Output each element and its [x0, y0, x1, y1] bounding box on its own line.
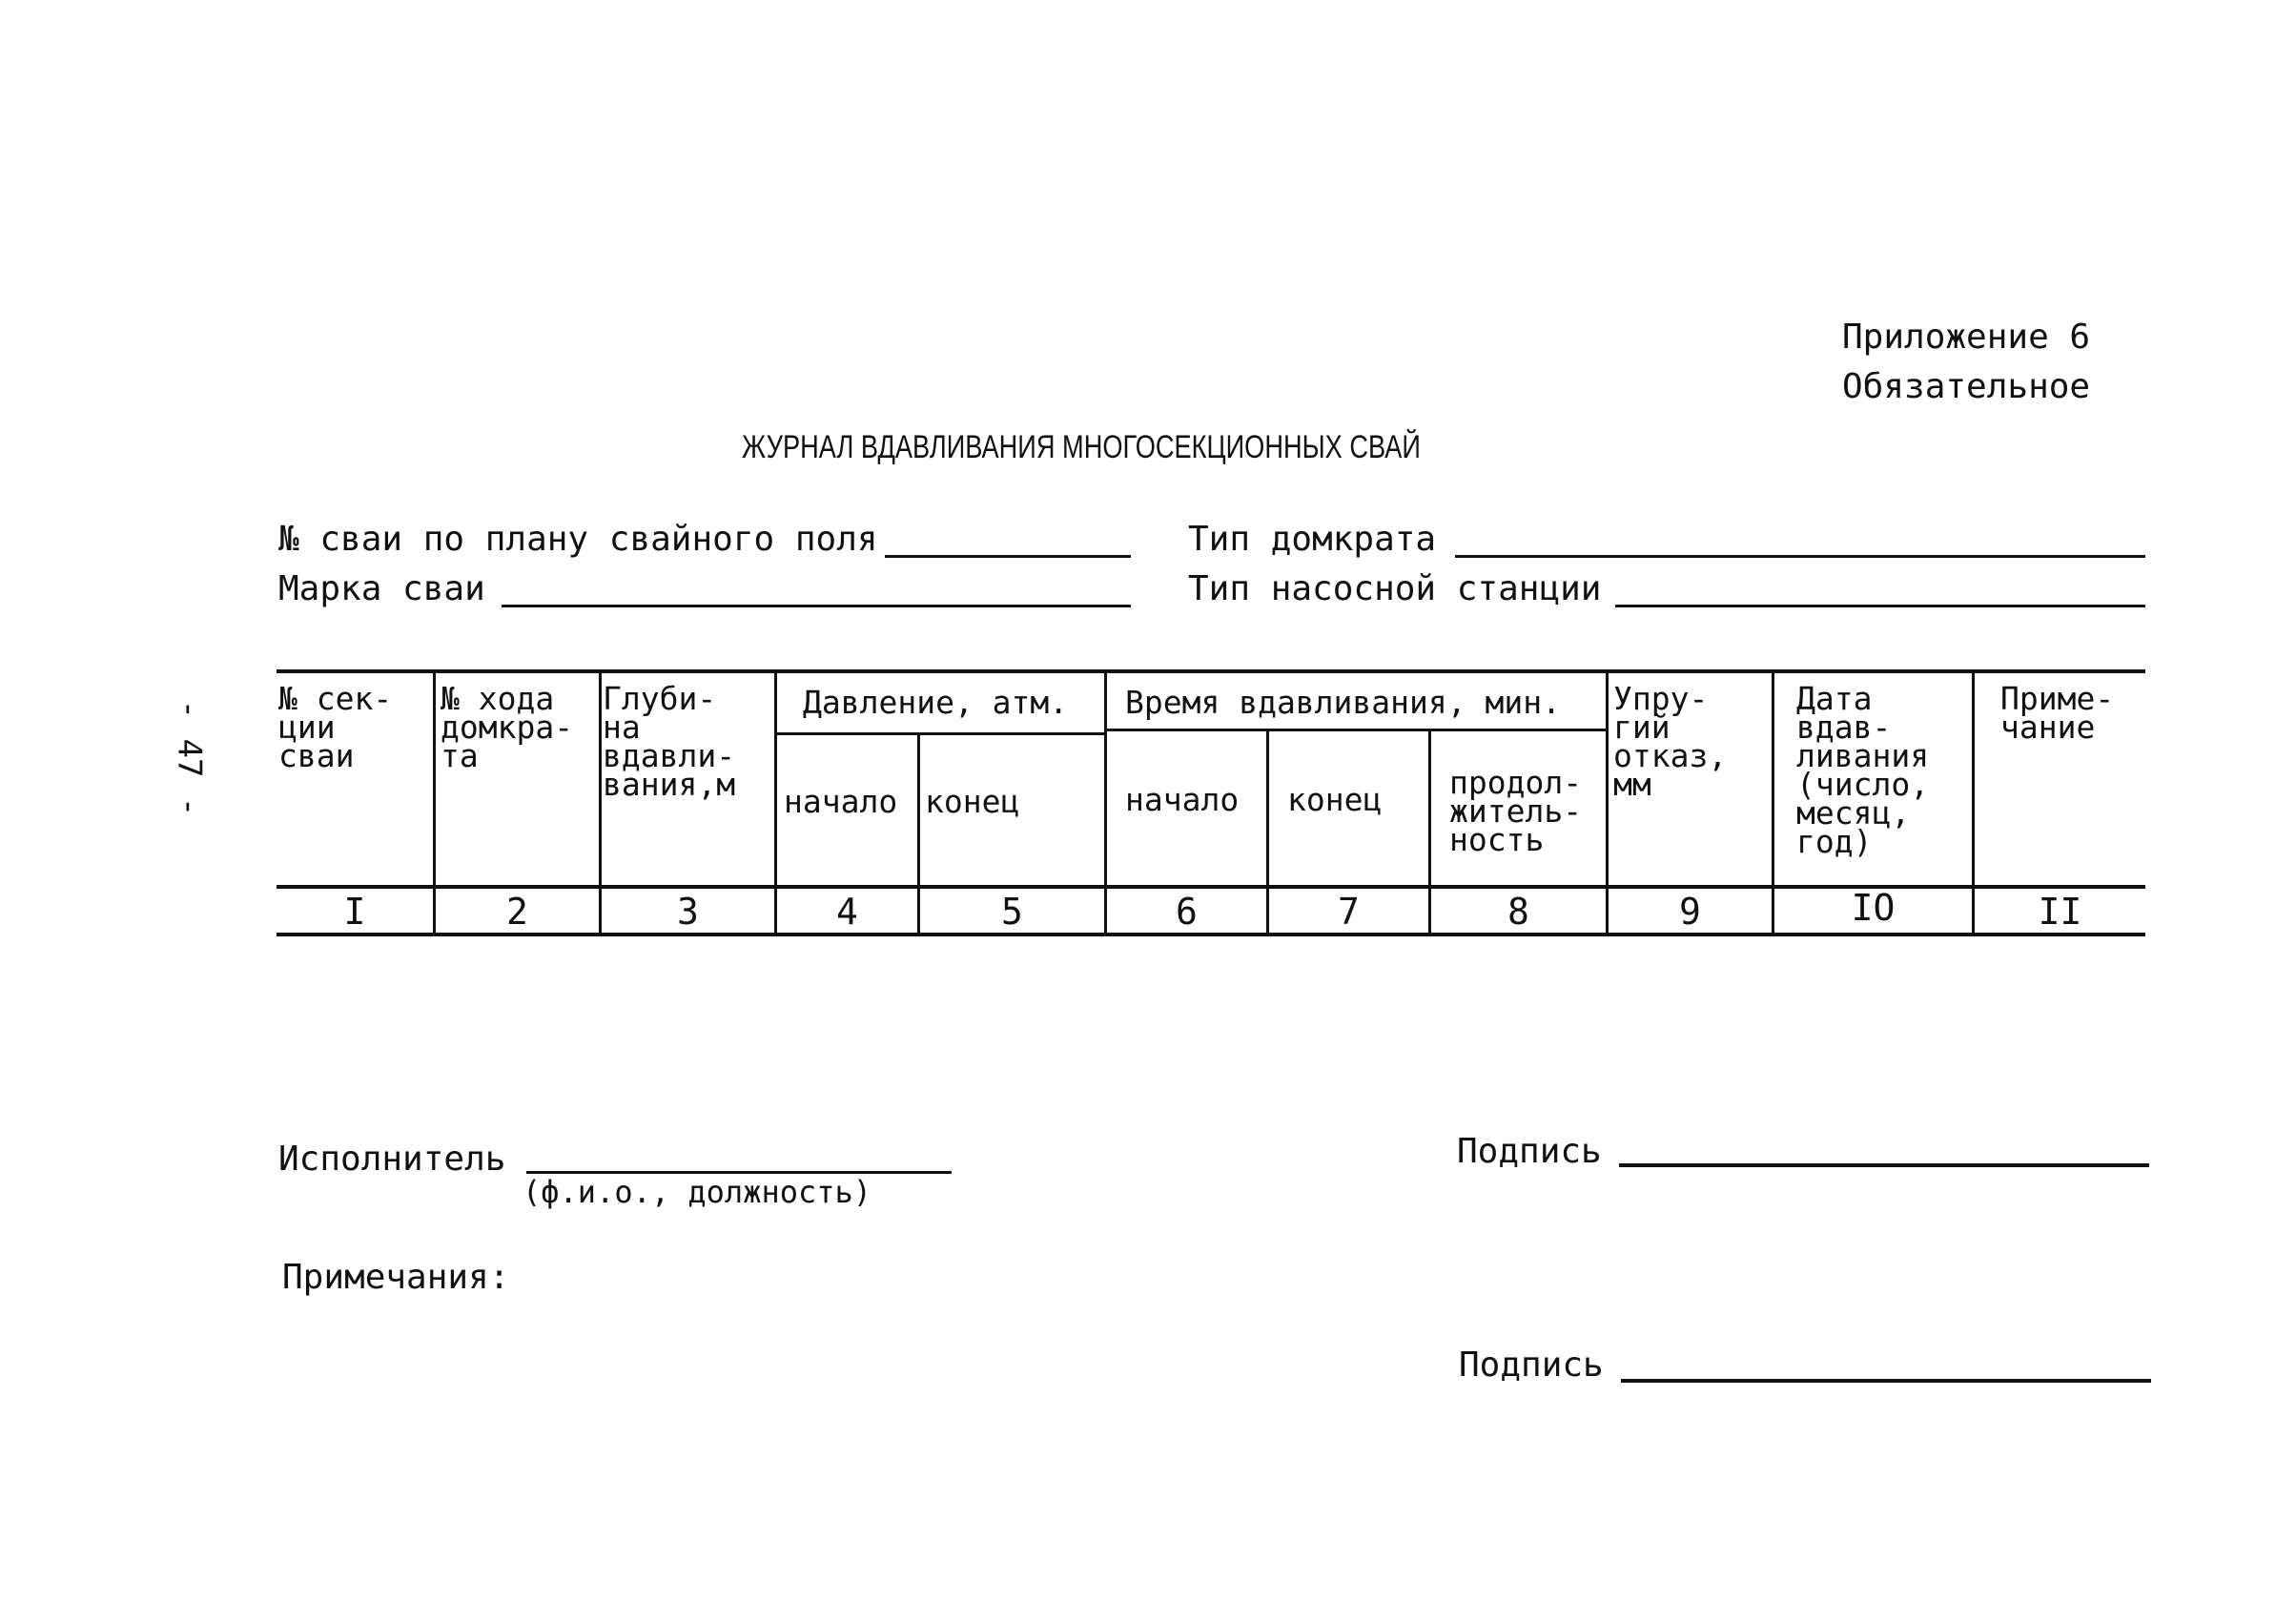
pump-type-label: Тип насосной станции — [1188, 569, 1602, 608]
column-number-6: 6 — [1176, 891, 1198, 933]
column-number-8: 8 — [1507, 891, 1529, 933]
header-duration: продол- житель- ность — [1449, 764, 1583, 858]
pile-mark-line[interactable] — [502, 605, 1131, 607]
appendix-number: Приложение 6 — [1842, 318, 2091, 357]
column-number-1: I — [343, 891, 366, 933]
jack-type-label: Тип домкрата — [1188, 520, 1437, 559]
signature-label-1: Подпись — [1457, 1132, 1602, 1171]
header-note: Приме- чание — [2000, 680, 2115, 746]
table-bottom-rule — [277, 933, 2145, 936]
performer-label: Исполнитель — [278, 1140, 506, 1179]
document-title: ЖУРНАЛ ВДАВЛИВАНИЯ МНОГОСЕКЦИОННЫХ СВАЙ — [742, 429, 1421, 465]
header-time-start: начало — [1125, 781, 1240, 818]
header-elastic-rebound: Упру- гий отказ, мм — [1613, 680, 1728, 803]
group-header-rule-time — [1106, 729, 1608, 731]
header-depth: Глуби- на вдавли- вания,м — [603, 680, 736, 803]
header-section-number: № сек- ции сваи — [278, 680, 393, 774]
column-number-9: 9 — [1679, 891, 1701, 933]
notes-label: Примечания: — [282, 1258, 510, 1297]
header-pressure-start: начало — [784, 783, 898, 820]
performer-hint: (ф.и.о., должность) — [523, 1174, 872, 1210]
group-header-rule-pressure — [774, 732, 1106, 735]
column-number-10: IO — [1851, 887, 1896, 929]
appendix-status: Обязательное — [1842, 367, 2091, 406]
header-date: Дата вдав- ливания (число, месяц, год) — [1796, 680, 1930, 860]
column-number-4: 4 — [836, 891, 858, 933]
column-number-11: II — [2038, 891, 2082, 933]
pile-number-line[interactable] — [885, 555, 1131, 558]
column-number-5: 5 — [1001, 891, 1023, 933]
page-number: - 47 - — [170, 699, 209, 817]
signature-label-2: Подпись — [1459, 1346, 1604, 1385]
column-number-7: 7 — [1338, 891, 1360, 933]
header-time-group: Время вдавливания, мин. — [1125, 684, 1561, 721]
pile-number-label: № сваи по плану свайного поля — [278, 520, 878, 559]
column-number-2: 2 — [506, 891, 528, 933]
header-time-end: конец — [1287, 781, 1383, 818]
pile-mark-label: Марка сваи — [278, 569, 485, 608]
table-top-rule — [277, 669, 2145, 673]
column-number-3: 3 — [677, 891, 699, 933]
header-jack-stroke: № хода домкра- та — [441, 680, 574, 774]
signature-line-1[interactable] — [1619, 1163, 2149, 1167]
jack-type-line[interactable] — [1455, 555, 2145, 558]
pump-type-line[interactable] — [1615, 605, 2145, 607]
header-pressure-end: конец — [925, 783, 1020, 820]
header-pressure-group: Давление, атм. — [803, 684, 1069, 721]
signature-line-2[interactable] — [1621, 1379, 2151, 1383]
